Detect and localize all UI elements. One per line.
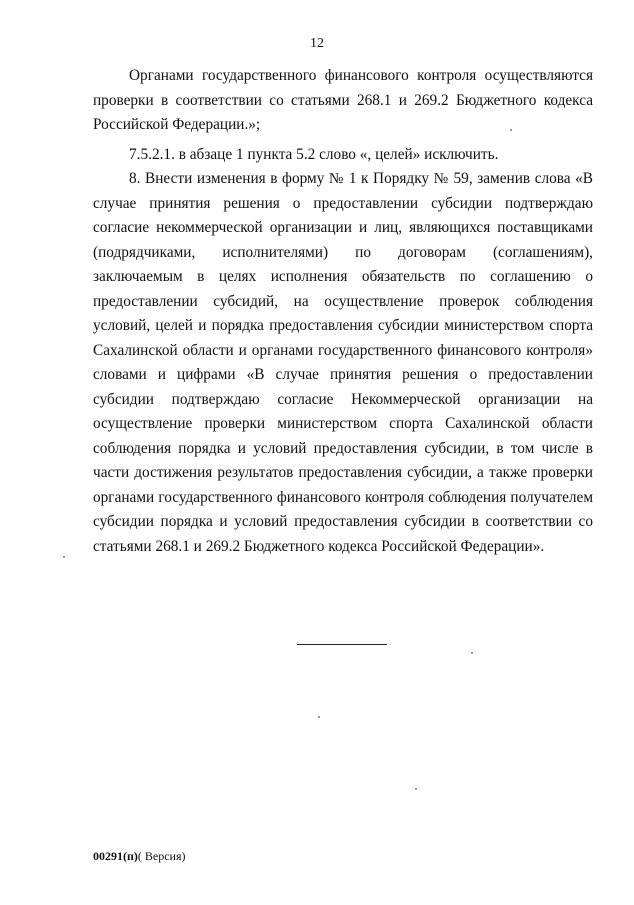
- paragraph-control-bodies: Органами государственного финансового контроля осуществляются проверки в соответствии со статьями 268.1 и 269.2 Бюджетного кодекса Российской Федерации.»;: [93, 67, 593, 133]
- page-number: 12: [310, 36, 324, 51]
- closing-divider-line: [297, 644, 387, 645]
- scan-speck: [510, 129, 512, 131]
- paragraph-7-5-2-1: 7.5.2.1. в абзаце 1 пункта 5.2 слово «, целей» исключить.: [129, 145, 499, 163]
- scan-speck: [415, 788, 417, 790]
- paragraph-8: 8. Внести изменения в форму № 1 к Порядку № 59, заменив слова «В случае принятия решения о предоставлении субсидии подтверждаю согласие некоммерческой организации и лиц, являющихся поставщиками (подрядчиками, исполнителями) по договорам (соглашениям), заключаемым в целях исполнения обязательств по соглашению о предоставлении субсидий, на осуществление проверок соблюдения условий, целей и порядка предоставления субсидии министерством спорта Сахалинской области и органами государственного финансового контроля» словами и цифрами «В случае принятия решения о предоставлении субсидии подтверждаю согласие Некоммерческой организации на осуществление проверки министерством спорта Сахалинской области соблюдения порядка и условий предоставления субсидии, в том числе в части достижения результатов предоставления субсидии, а также проверки органами государственного финансового контроля соблюдения получателем субсидии порядка и условий предоставления субсидии в соответствии со статьями 268.1 и 269.2 Бюджетного кодекса Российской Федерации».: [93, 170, 593, 555]
- scan-speck: [63, 556, 65, 558]
- document-code: 00291(п): [93, 849, 138, 863]
- scan-speck: [471, 652, 473, 654]
- scan-speck: [318, 716, 320, 718]
- document-footer: [93, 849, 186, 864]
- document-version: ( Версия): [137, 849, 186, 863]
- document-body: [93, 64, 593, 559]
